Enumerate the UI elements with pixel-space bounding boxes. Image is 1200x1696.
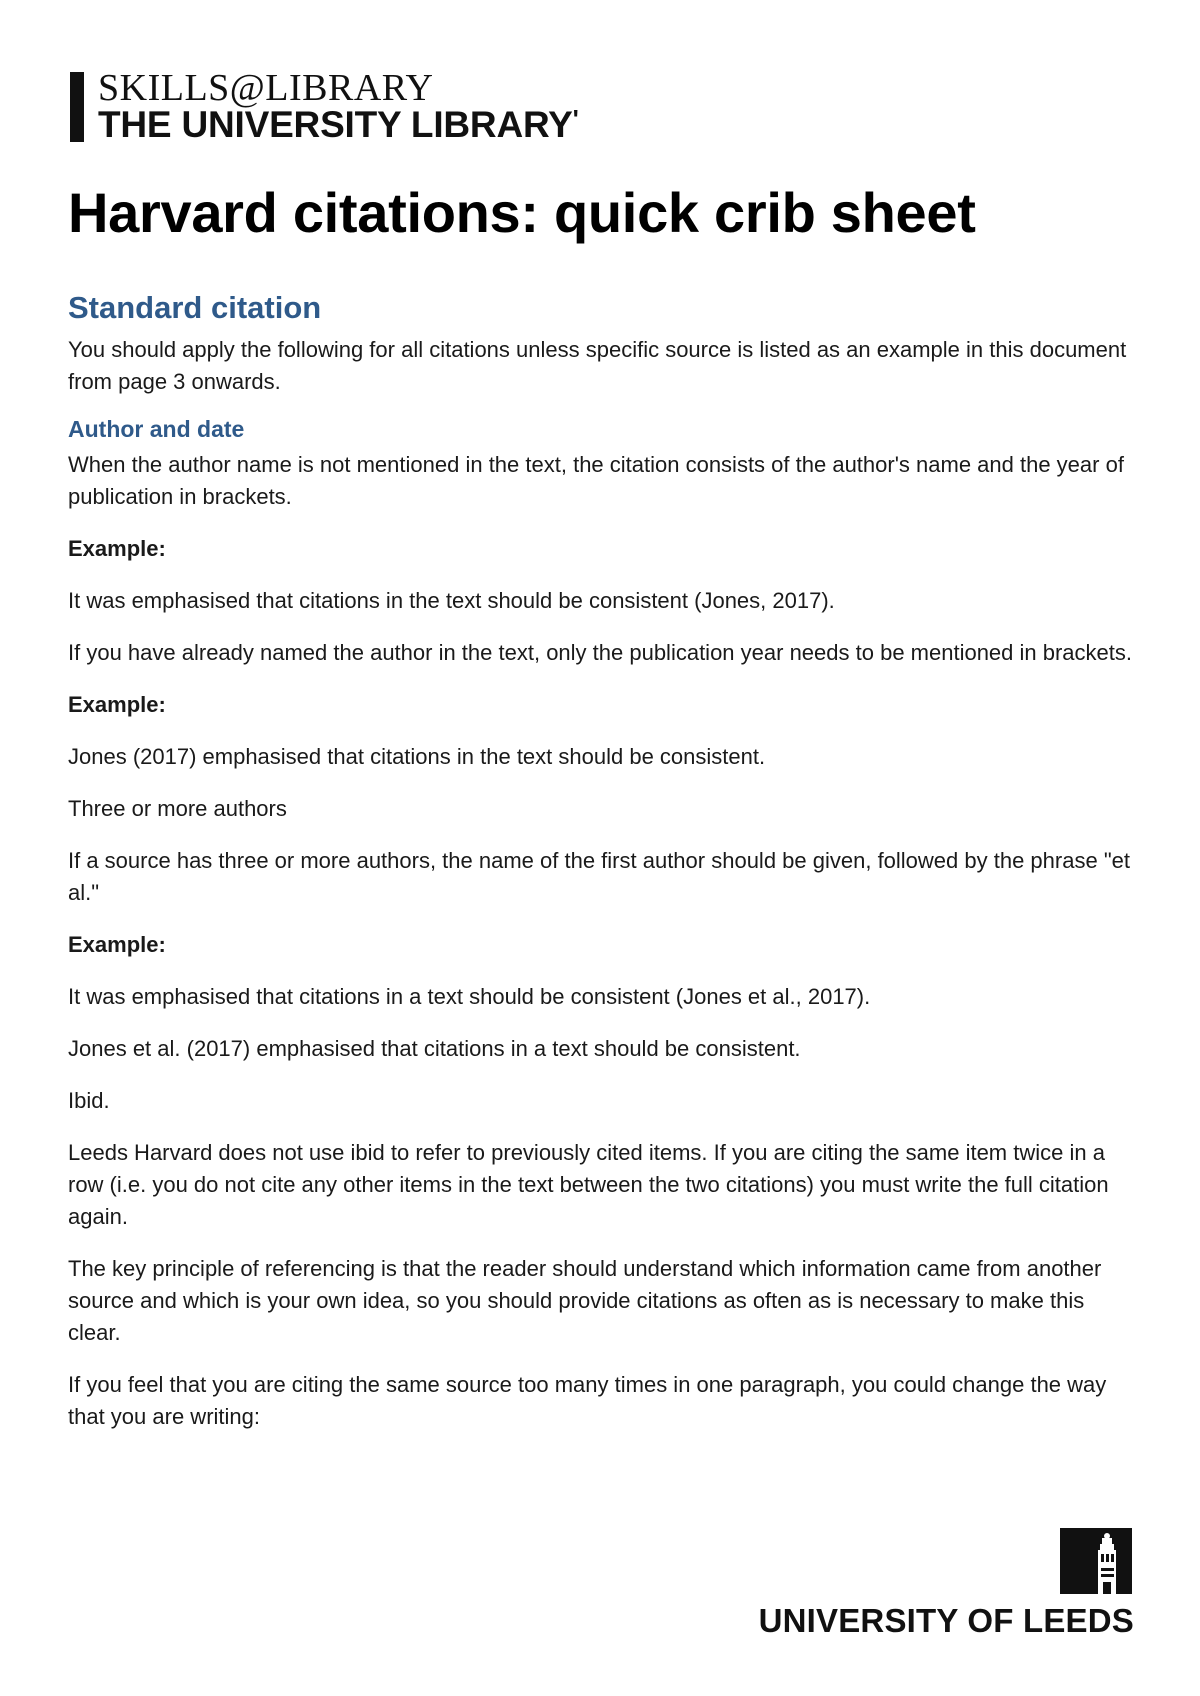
example-label: Example:: [68, 536, 166, 561]
document-body: [68, 290, 1138, 1453]
example-3a: It was emphasised that citations in a text should be consistent (Jones et al., 2017).: [68, 984, 871, 1009]
heading-author-date: Author and date: [68, 416, 245, 442]
parkinson-tower-icon: [1060, 1528, 1132, 1594]
heading-three-authors: Three or more authors: [68, 796, 287, 821]
university-of-leeds-logo: [734, 1528, 1134, 1638]
logo-university-library: [98, 104, 579, 146]
logo-university-library-text: THE UNIVERSITY LIBRARY: [98, 104, 573, 145]
example-label: Example:: [68, 932, 166, 957]
too-many-text: If you feel that you are citing the same source too many times in one paragraph, you could change the way that you are writing:: [68, 1372, 1107, 1429]
principle-text: The key principle of referencing is that the reader should understand which information came from another source and which is your own idea, so you should provide citations as often as is necessary to make this clear.: [68, 1256, 1102, 1345]
logo-skills-library: SKILLS@LIBRARY: [98, 67, 434, 109]
logo-mark: ': [572, 104, 579, 134]
page-title: Harvard citations: quick crib sheet: [68, 181, 976, 244]
example-2: Jones (2017) emphasised that citations in the text should be consistent.: [68, 744, 766, 769]
example-1: It was emphasised that citations in the text should be consistent (Jones, 2017).: [68, 588, 835, 613]
author-date-text: When the author name is not mentioned in the text, the citation consists of the author's name and the year of publication in brackets.: [68, 452, 1124, 509]
example-label: Example:: [68, 692, 166, 717]
ibid-text: Leeds Harvard does not use ibid to refer to previously cited items. If you are citing the same item twice in a row (i.e. you do not cite any other items in the text between the two citations) you must write the full citation again.: [68, 1140, 1109, 1229]
example-3b: Jones et al. (2017) emphasised that citations in a text should be consistent.: [68, 1036, 801, 1061]
named-author-text: If you have already named the author in the text, only the publication year needs to be mentioned in brackets.: [68, 640, 1133, 665]
logo-bar: [70, 72, 84, 142]
university-of-leeds-text: UNIVERSITY OF LEEDS: [758, 1602, 1134, 1639]
standard-intro: You should apply the following for all citations unless specific source is listed as an example in this document from page 3 onwards.: [68, 337, 1127, 394]
three-authors-text: If a source has three or more authors, the name of the first author should be given, followed by the phrase "et al.": [68, 848, 1130, 905]
heading-standard-citation: Standard citation: [68, 290, 322, 325]
heading-ibid: Ibid.: [68, 1088, 110, 1113]
